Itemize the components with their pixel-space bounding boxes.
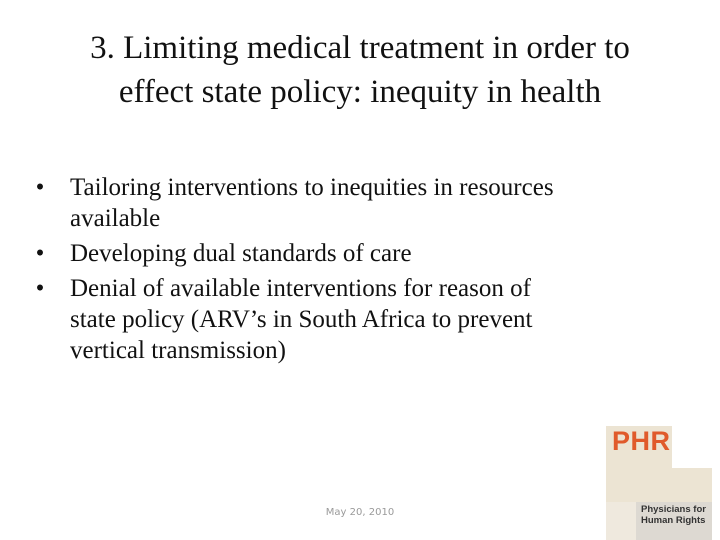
logo-block [606,468,712,502]
bullet-list [30,172,670,370]
bullet-item [30,238,670,269]
bullet-item [30,273,670,366]
bullet-text: state policy (ARV’s in South Africa to prevent [70,306,533,333]
slide-title [22,26,698,114]
slide-title-line-1: 3. Limiting medical treatment in order to [90,30,630,66]
logo-name-line: Human Rights [641,515,706,526]
bullet-text: vertical transmission) [70,337,286,364]
bullet-text: Denial of available interventions for reason of [70,275,531,302]
bullet-icon: • [35,174,45,201]
bullet-text: available [70,205,161,232]
bullet-icon: • [35,275,45,302]
bullet-item [30,172,670,234]
logo-name-line: Physicians for [641,504,706,515]
footer-date: May 20, 2010 [325,507,395,518]
logo-organization-name [641,504,711,526]
bullet-text: Tailoring interventions to inequities in resources [70,174,554,201]
phr-logo [606,426,712,540]
bullet-text: Developing dual standards of care [70,240,412,267]
logo-acronym: PHR [612,426,671,456]
logo-block [606,502,636,540]
slide-title-line-2: effect state policy: inequity in health [118,74,602,110]
bullet-icon: • [35,240,45,267]
